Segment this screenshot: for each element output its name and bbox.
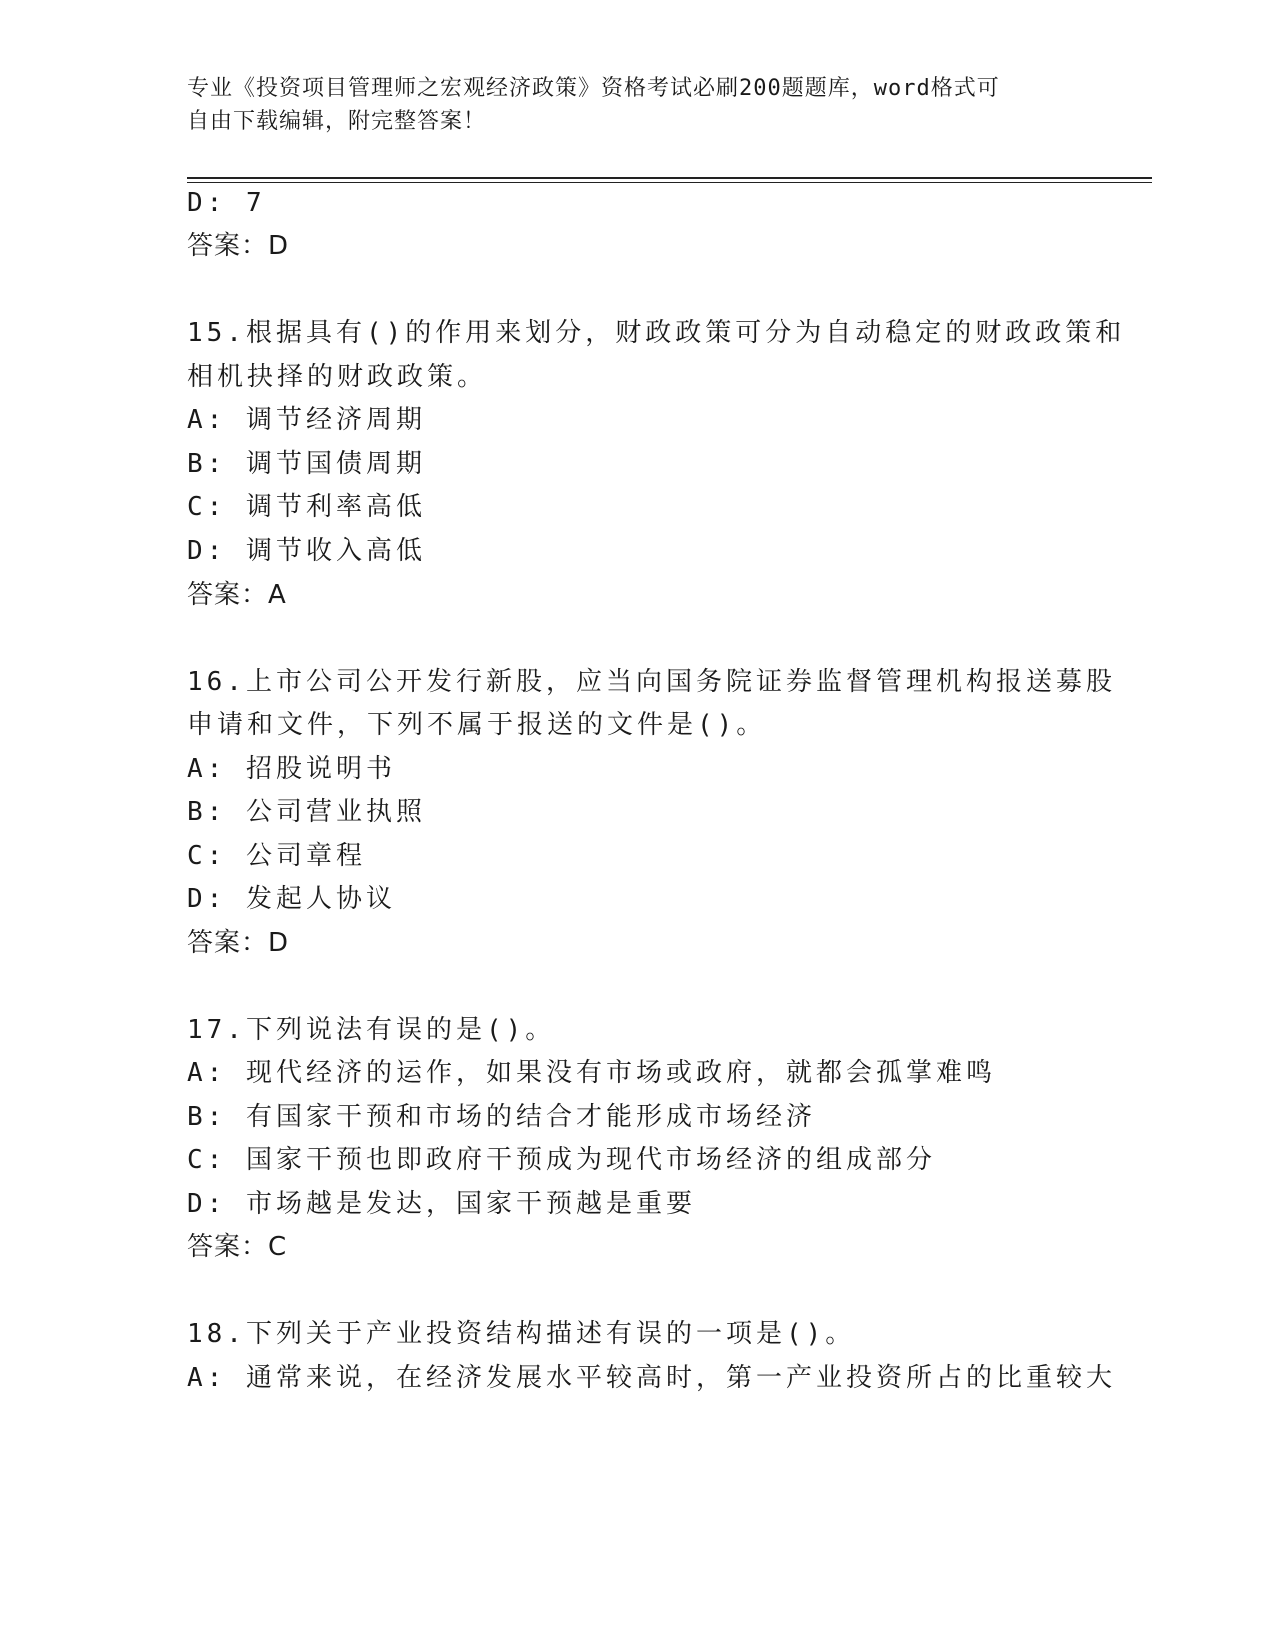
q15-stem-line-1: 15.根据具有()的作用来划分，财政政策可分为自动稳定的财政政策和: [187, 318, 1126, 348]
q17-option-c: C: 国家干预也即政府干预成为现代市场经济的组成部分: [187, 1145, 936, 1175]
q15-option-d: D: 调节收入高低: [187, 536, 426, 566]
q17-option-d: D: 市场越是发达，国家干预越是重要: [187, 1189, 696, 1219]
q17-option-b: B: 有国家干预和市场的结合才能形成市场经济: [187, 1102, 816, 1132]
q17-option-a: A: 现代经济的运作，如果没有市场或政府，就都会孤掌难鸣: [187, 1058, 996, 1088]
carryover-answer: 答案：D: [187, 231, 290, 261]
q15-option-c: C: 调节利率高低: [187, 492, 426, 522]
q16-option-b: B: 公司营业执照: [187, 797, 426, 827]
q16-stem-line-1: 16.上市公司公开发行新股，应当向国务院证券监督管理机构报送募股: [187, 667, 1116, 697]
q15-option-b: B: 调节国债周期: [187, 449, 426, 479]
q16-option-c: C: 公司章程: [187, 841, 366, 871]
q17-stem-line-1: 17.下列说法有误的是()。: [187, 1015, 556, 1045]
q16-option-a: A: 招股说明书: [187, 754, 396, 784]
header-line-1: 专业《投资项目管理师之宏观经济政策》资格考试必刷200题题库，word格式可: [187, 76, 1000, 101]
q15-option-a: A: 调节经济周期: [187, 405, 426, 435]
q16-option-d: D: 发起人协议: [187, 884, 396, 914]
header-divider-thin: [187, 182, 1152, 183]
q17-answer: 答案：C: [187, 1232, 288, 1262]
q16-stem-line-2: 申请和文件，下列不属于报送的文件是()。: [187, 710, 767, 740]
q15-stem-line-2: 相机抉择的财政政策。: [187, 362, 488, 392]
q18-stem-line-1: 18.下列关于产业投资结构描述有误的一项是()。: [187, 1319, 856, 1349]
q15-answer: 答案：A: [187, 580, 287, 610]
q16-answer: 答案：D: [187, 928, 290, 958]
carryover-option-d: D: 7: [187, 188, 266, 218]
header-line-2: 自由下载编辑，附完整答案！: [187, 109, 487, 134]
header-divider-thick: [187, 177, 1152, 179]
document-header: [187, 72, 1087, 138]
q18-option-a: A: 通常来说，在经济发展水平较高时，第一产业投资所占的比重较大: [187, 1363, 1116, 1393]
